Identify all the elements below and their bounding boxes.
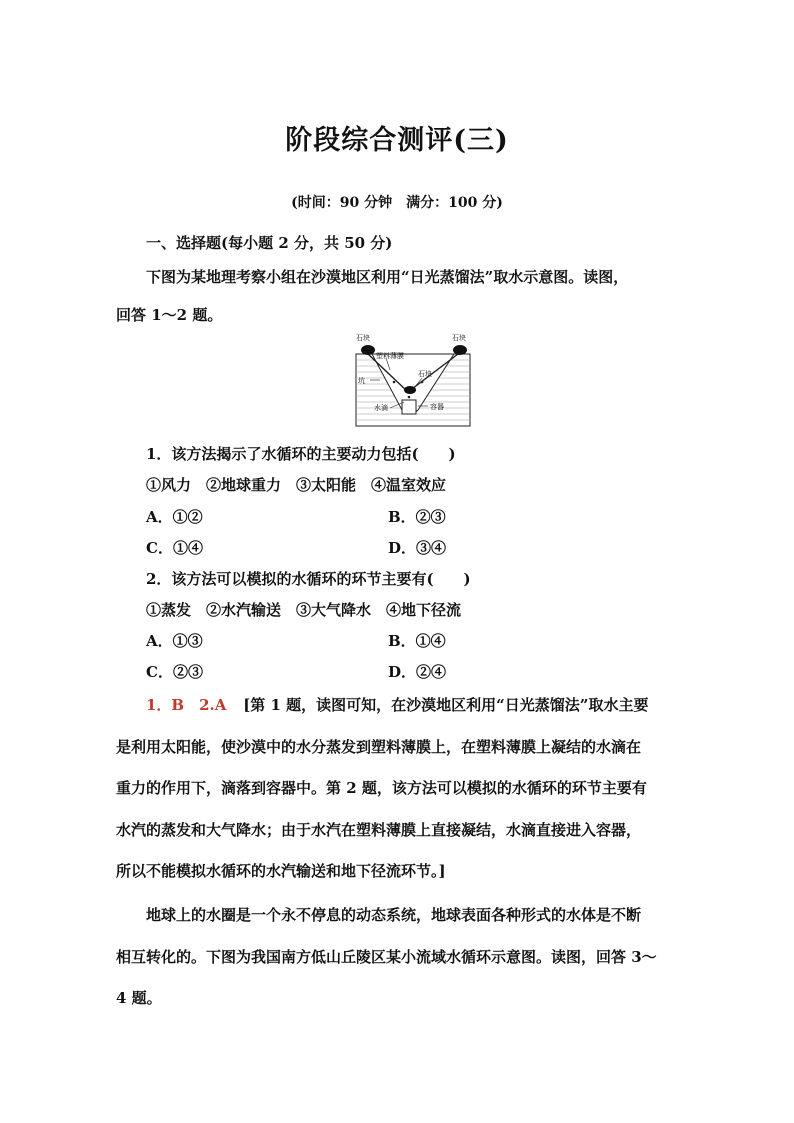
question-2-option-d: D．②④ [388, 663, 447, 681]
question-2-option-a: A．①③ [146, 632, 203, 650]
intro-text-line: 地球上的水圈是一个永不停息的动态系统，地球表面各种形式的水体是不断 [146, 906, 642, 924]
question-1-option-c: C．①④ [146, 539, 203, 557]
label-stone-left: 石块 [356, 334, 370, 342]
solar-distillation-figure [350, 330, 476, 428]
question-2-option-b: B．①④ [388, 632, 446, 650]
intro-text-line: 4 题。 [116, 989, 162, 1007]
explanation-line: [第 1 题，读图可知，在沙漠地区利用“日光蒸馏法”取水主要 [243, 696, 649, 714]
question-2-stem: 2．该方法可以模拟的水循环的环节主要有( ) [146, 570, 471, 588]
exam-meta: (时间：90 分钟 满分：100 分) [291, 195, 503, 211]
question-2-items: ①蒸发 ②水汽输送 ③大气降水 ④地下径流 [146, 601, 462, 619]
page-title: 阶段综合测评(三) [285, 125, 509, 156]
question-1-stem: 1．该方法揭示了水循环的主要动力包括( ) [146, 445, 456, 463]
intro-text-line: 相互转化的。下图为我国南方低山丘陵区某小流域水循环示意图。读图，回答 3～ [116, 948, 657, 966]
explanation-line: 所以不能模拟水循环的水汽输送和地下径流环节。] [116, 862, 446, 880]
label-stone-mid: 石块 [418, 370, 432, 378]
question-1-option-b: B．②③ [388, 508, 446, 526]
label-drop: 水滴 [374, 404, 388, 412]
intro-text-line: 回答 1～2 题。 [116, 306, 223, 324]
explanation-line: 水汽的蒸发和大气降水；由于水汽在塑料薄膜上直接凝结，水滴直接进入容器， [116, 821, 642, 839]
question-1-option-d: D．③④ [388, 539, 447, 557]
question-2-option-c: C．②③ [146, 663, 203, 681]
answer-key: 1．B 2.A [146, 696, 227, 714]
intro-text-line: 下图为某地理考察小组在沙漠地区利用“日光蒸馏法”取水示意图。读图， [146, 268, 629, 286]
explanation-line: 是利用太阳能，使沙漠中的水分蒸发到塑料薄膜上，在塑料薄膜上凝结的水滴在 [116, 738, 642, 756]
label-stone-right: 石块 [452, 334, 466, 342]
explanation-line: 重力的作用下，滴落到容器中。第 2 题，该方法可以模拟的水循环的环节主要有 [116, 779, 647, 797]
label-pit: 坑 [358, 377, 365, 385]
question-1-items: ①风力 ②地球重力 ③太阳能 ④温室效应 [146, 476, 447, 494]
section-heading: 一、选择题(每小题 2 分，共 50 分) [146, 234, 393, 252]
question-1-option-a: A．①② [146, 508, 203, 526]
answer-line [146, 694, 648, 715]
label-film: 塑料薄膜 [376, 352, 404, 360]
label-container: 容器 [430, 403, 444, 411]
